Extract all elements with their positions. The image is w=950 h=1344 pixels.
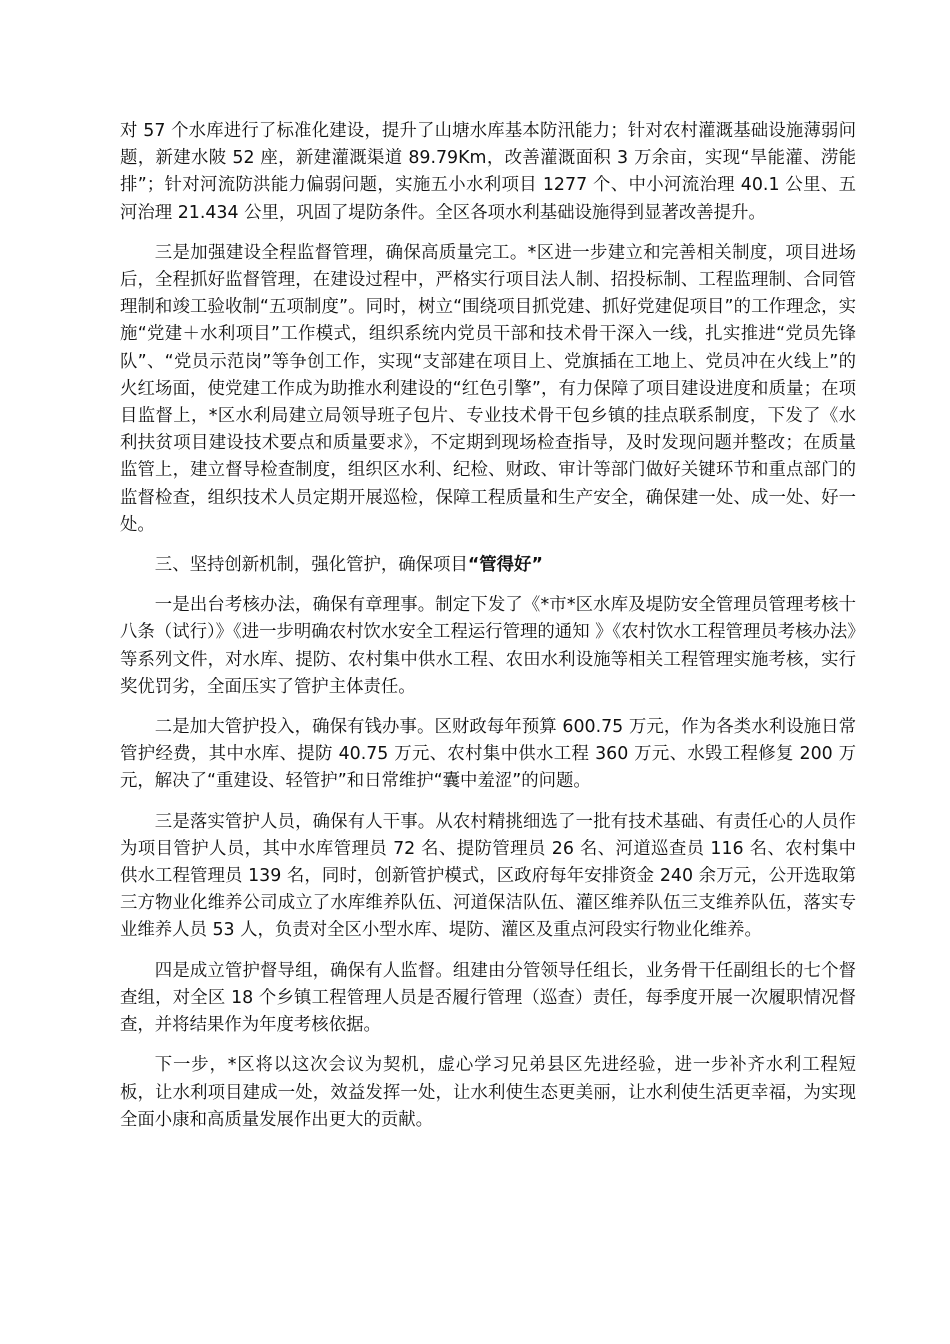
paragraph-4: 一是出台考核办法，确保有章理事。制定下发了《*市*区水库及堤防安全管理员管理考核十八条（试行）》《进一步明确农村饮水安全工程运行管理的通知 》《农村饮水工程管理员考核办法》等系列文件，对水库、提防、农村集中供水工程、农田水利设施等相关工程管理实施考核，实行奖优罚劣，全面压实了管护主体责任。 — [120, 595, 856, 697]
document-page — [120, 118, 856, 1147]
section-heading-main: 三、坚持创新机制，强化管护，确保项目 — [154, 555, 468, 576]
paragraph-7: 四是成立管护督导组，确保有人监督。组建由分管领导任组长，业务骨干任副组长的七个督查组，对全区 18 个乡镇工程管理人员是否履行管理（巡查）责任，每季度开展一次履职情况督查，并将结果作为年度考核依据。 — [120, 960, 856, 1036]
paragraph-5: 二是加大管护投入，确保有钱办事。区财政每年预算 600.75 万元，作为各类水利设施日常管护经费，其中水库、提防 40.75 万元、农村集中供水工程 360 万元、水毁工程修复 200 万元，解决了“重建设、轻管护”和日常维护“囊中羞涩”的问题。 — [120, 717, 856, 792]
paragraph-2: 三是加强建设全程监督管理，确保高质量完工。*区进一步建立和完善相关制度，项目进场后，全程抓好监督管理，在建设过程中，严格实行项目法人制、招投标制、工程监理制、合同管理制和竣工验收制“五项制度”。同时，树立“围绕项目抓党建、抓好党建促项目”的工作理念，实施“党建＋水利项目”工作模式，组织系统内党员干部和技术骨干深入一线，扎实推进“党员先锋队”、“党员示范岗”等争创工作，实现“支部建在项目上、党旗插在工地上、党员冲在火线上”的火红场面，使党建工作成为助推水利建设的“红色引擎”，有力保障了项目建设进度和质量；在项目监督上，*区水利局建立局领导班子包片、专业技术骨干包乡镇的挂点联系制度，下发了《水利扶贫项目建设技术要点和质量要求》，不定期到现场检查指导，及时发现问题并整改；在质量监管上，建立督导检查制度，组织区水利、纪检、财政、审计等部门做好关键环节和重点部门的监督检查，组织技术人员定期开展巡检，保障工程质量和生产安全，确保建一处、成一处、好一处。 — [120, 242, 856, 535]
paragraph-8: 下一步，*区将以这次会议为契机，虚心学习兄弟县区先进经验，进一步补齐水利工程短板，让水利项目建成一处，效益发挥一处，让水利使生态更美丽，让水利使生活更幸福，为实现全面小康和高质量发展作出更大的贡献。 — [120, 1055, 856, 1130]
section-heading — [120, 552, 856, 579]
paragraph-1: 对 57 个水库进行了标准化建设，提升了山塘水库基本防汛能力；针对农村灌溉基础设施薄弱问题，新建水陂 52 座，新建灌溉渠道 89.79Km，改善灌溉面积 3 万余亩，实现“旱能灌、涝能排”；针对河流防洪能力偏弱问题，实施五小水利项目 1277 个、中小河流治理 40.1 公里、五河治理 21.434 公里，巩固了堤防条件。全区各项水利基础设施得到显著改善提升。 — [120, 121, 856, 223]
paragraph-6: 三是落实管护人员，确保有人干事。从农村精挑细选了一批有技术基础、有责任心的人员作为项目管护人员，其中水库管理员 72 名、提防管理员 26 名、河道巡查员 116 名、农村集中供水工程管理员 139 名，同时，创新管护模式，区政府每年安排资金 240 余万元，公开选取第三方物业化维养公司成立了水库维养队伍、河道保洁队伍、灌区维养队伍三支维养队伍，落实专业维养人员 53 人，负责对全区小型水库、堤防、灌区及重点河段实行物业化维养。 — [120, 811, 856, 941]
section-heading-emphasis: “管得好” — [467, 555, 543, 576]
